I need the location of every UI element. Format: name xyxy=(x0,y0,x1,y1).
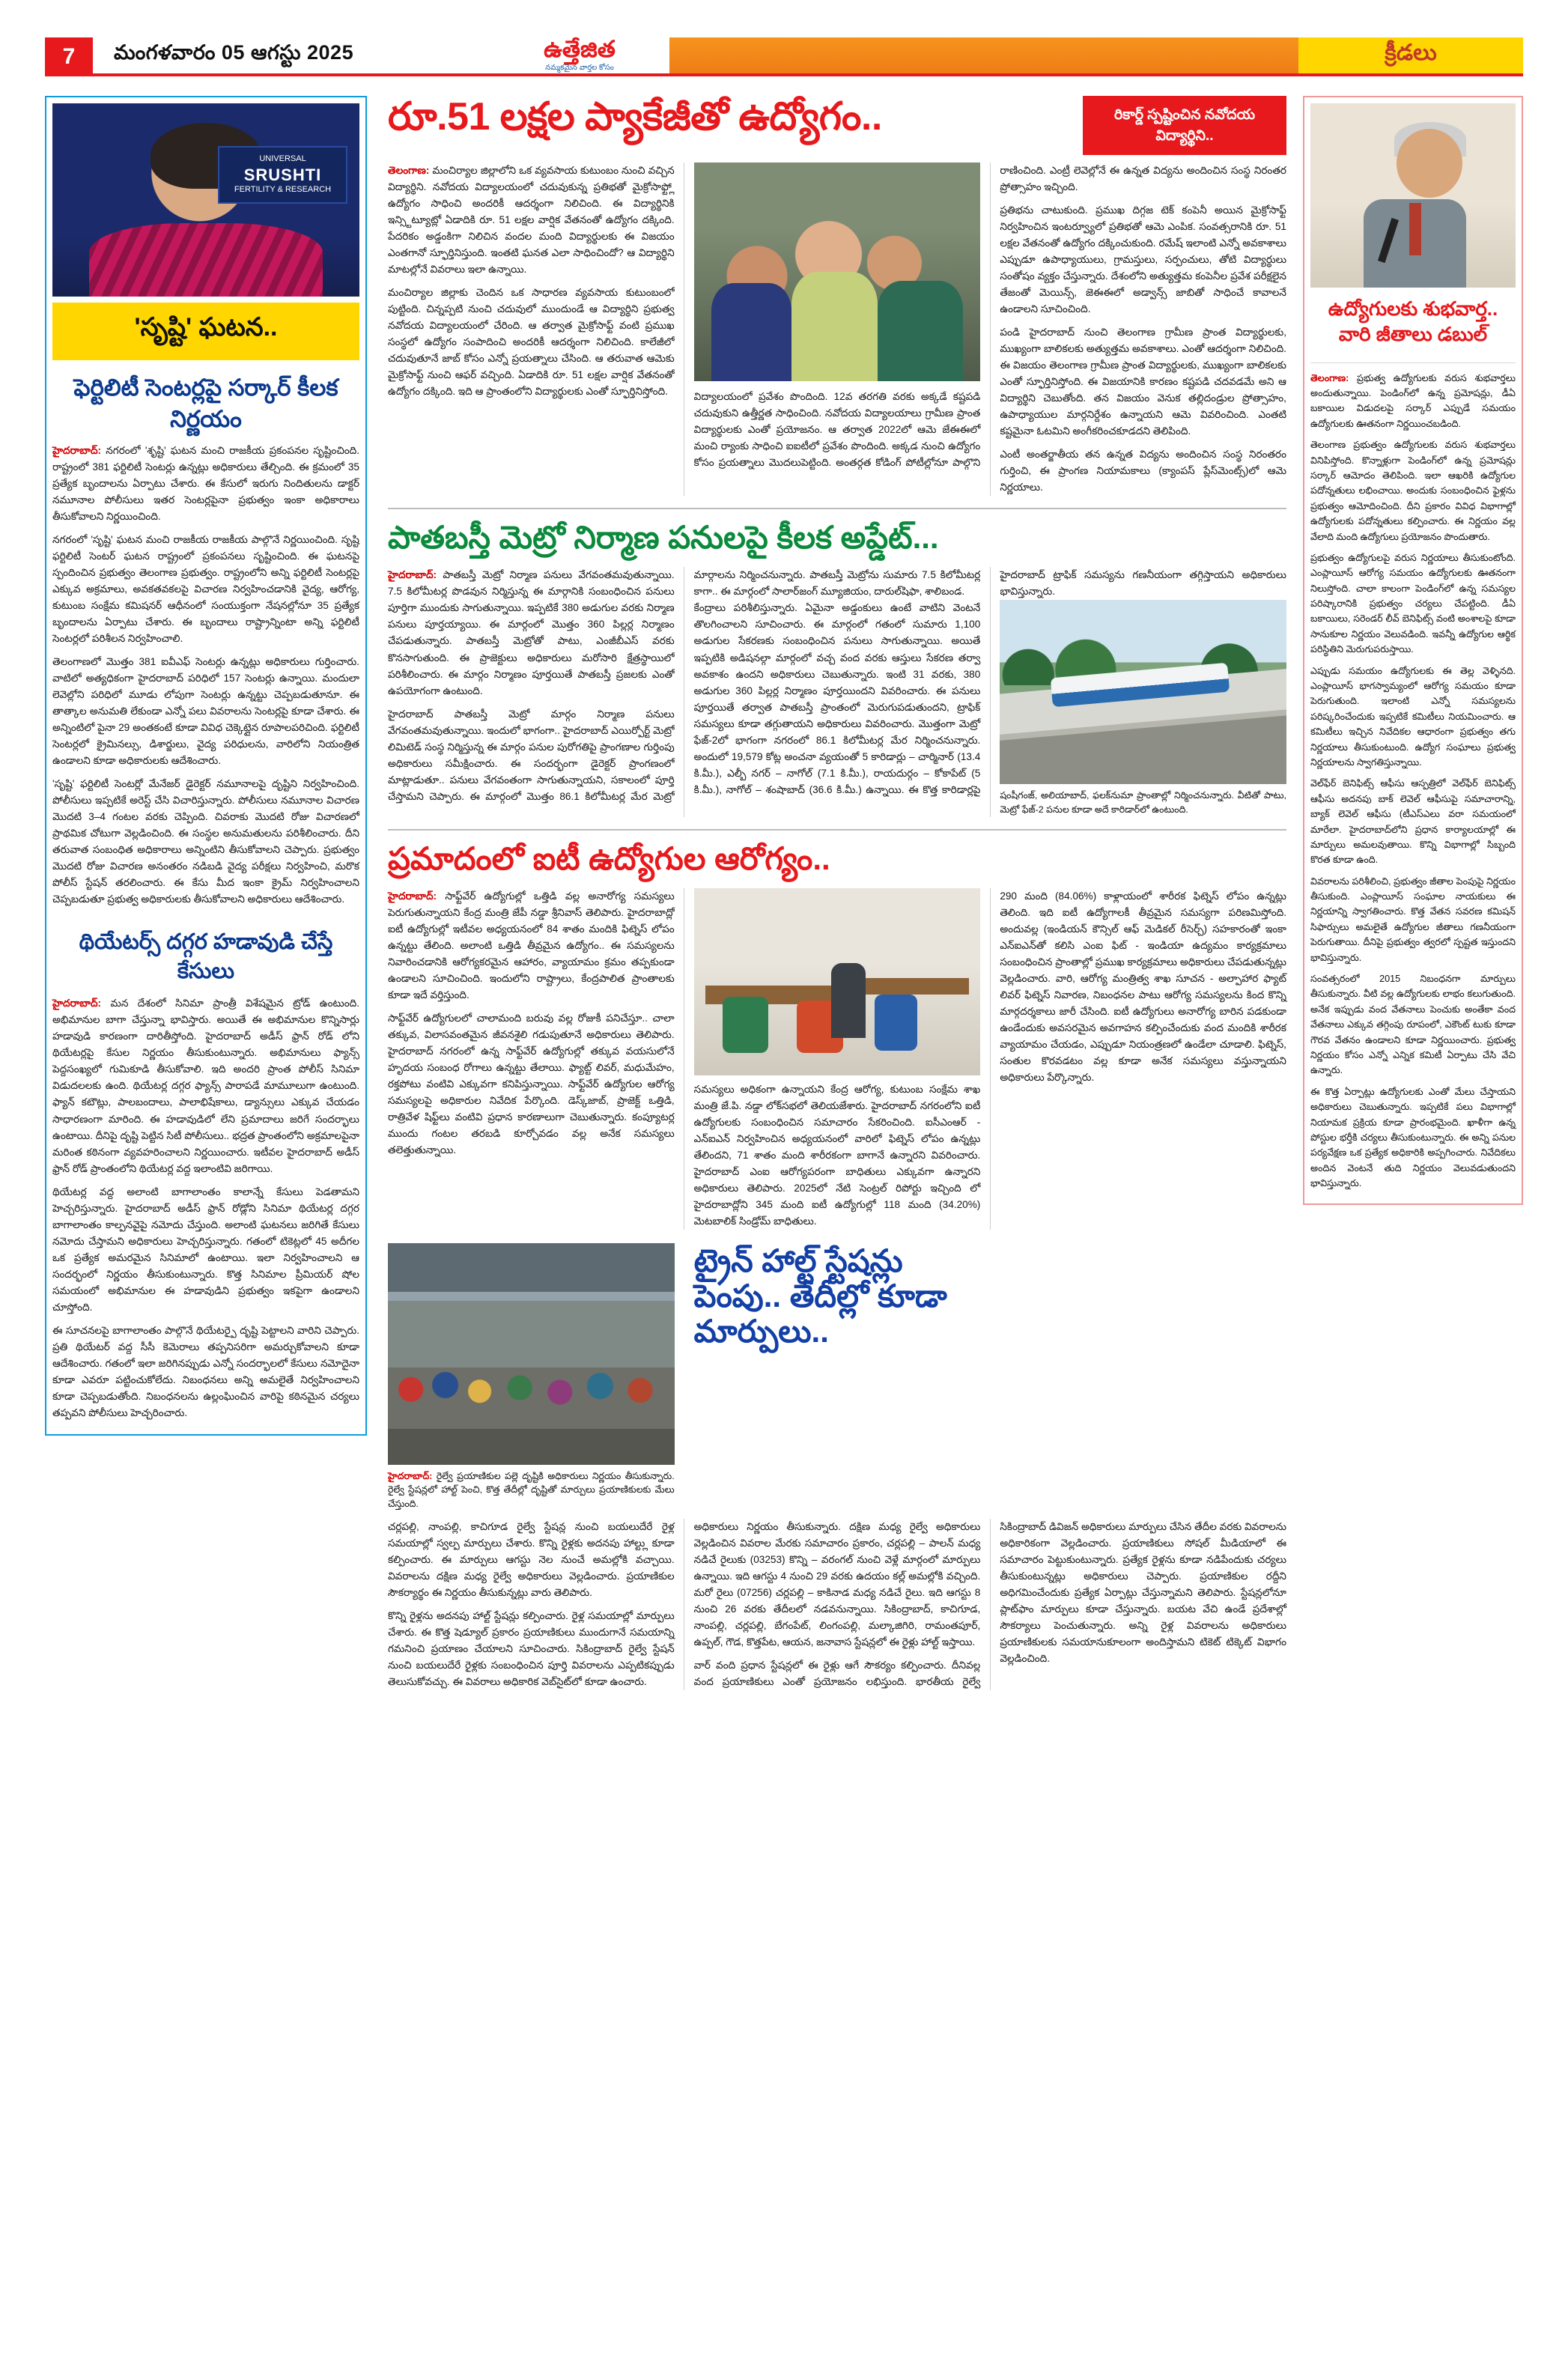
left-story-body xyxy=(52,443,359,908)
official-speaking-photo xyxy=(1310,103,1516,288)
right-para-5: వెల్‌ఫేర్ బెనిఫిట్స్ ఆఫీసు ఆస్పత్రిలో వెల్‌ఫేర్ బెనిఫిట్స్ ఆఫీసు అదనపు బాక్ లెవెల్ ఆఫీసుపై సమాచారాన్ని, బ్యాక్ లెవెల్ ఆఫీసు (టీఎస్ఎలు వరా సమయంలో మారేలా. హైదరాబాద్‌లోని ప్రధాన కార్యాలయాల్లో ఈ మార్పులు అమలవుతాయి. కొన్ని విభాగాల్లో సిబ్బంది కొరత కూడా ఉంది. xyxy=(1310,778,1516,866)
railway-station-crowd-photo xyxy=(388,1243,675,1465)
metro-dateline: హైదరాబాద్: xyxy=(388,569,437,581)
lead-headline: రూ.51 లక్షల ప్యాకేజీతో ఉద్యోగం.. xyxy=(388,95,882,139)
left-para-3: తెలంగాణలో మొత్తం 381 ఐవీఎఫ్ సెంటర్లు ఉన్నట్లు అధికారులు గుర్తించారు. వాటిలో అత్యధికంగా హైదరాబాద్ పరిధిలో 157 సెంటర్లు ఉన్నాయి. మందులా లెవెల్లోని పరిధిలో మూడు లోపుగా సెంటర్లు ఉన్నట్టు చెప్పబడుతూనూ. ఈ తాత్కాల అనుమతి లేకుండా ఎన్నో పలు వివరాలను సెంటర్లపై కూడా చేశారు. ఈ అన్నింటిలో పైనా 29 అంతకంటే కూడా వివిధ చెక్కెట్లైన రూపాలపరిచింది. ఫర్టిలిటీ సెంటర్లలో క్రైమినల్సు, డిశార్జులు, వైద్య పరిధులను, వారిలోని నియంత్రిత ఉండాలని కూడా అధికారులకు ఆదేశించారు. xyxy=(52,655,359,766)
station-photo-figure xyxy=(388,1243,675,1511)
right-para-3: ప్రభుత్వం ఉద్యోగులపై వరుస నిర్ణయాలు తీసుకుంటోంది. ఎంప్లాయీస్ ఆరోగ్య సమయం ఉద్యోగులకు ఊతనంగా నిలుస్తోంది. చాలా కాలంగా పెండింగ్‌లో ఉన్న సమస్యల పరిష్కారానికి ప్రభుత్వం చర్యలు చేపట్టింది. డీఏ బకాయిలు, సరెండర్ లీవ్ బెనిఫిట్స్ వంటి అంశాలపై కూడా సానుకూల నిర్ణయం వెలువడింది. ఇవన్నీ ఉద్యోగుల ఆర్థిక పరిస్థితిని మెరుగుపరుస్తాయి. xyxy=(1310,552,1516,655)
lead-para-2: మంచిర్యాల జిల్లాకు చెందిన ఒక సాధారణ వ్యవసాయ కుటుంబంలో పుట్టింది. చిన్నప్పటి నుంచి చదువులో ముందుండే ఆ విద్యార్థిని ప్రభుత్వ నవోదయ విద్యాలయంలో చేరింది. ఆ తర్వాత మైక్రోసాఫ్ట్ వంటి ప్రముఖ సంస్థలో ఉద్యోగం సంపాదించి అందరికీ ఆదర్శంగా నిలిచింది. కాలేజీలో చదువుతూనే జాబ్ కోసం ఎన్నో ప్రయత్నాలు చేసింది. ఆ తరువాత ఆమెకు మైక్రోసాఫ్ట్ నుంచి ఆఫర్ వచ్చింది. ఏడాదికి రూ. 51 లక్షల వార్షిక వేతనంతో ఉద్యోగం దక్కింది. ఇది ఆ ప్రాంతంలోని విద్యార్థులకు ఎంతో స్ఫూర్తినిస్తోంది. xyxy=(388,287,675,398)
station-photo-caption: హైదరాబాద్: రైల్వే ప్రయాణికుల పల్లె దృష్టికి అధికారులు నిర్ణయం తీసుకున్నారు. రైల్వే స్టేషన్లలో హాల్ట్ పెంచి, కొత్త తేదీల్లో దృష్టితో మార్పులు ప్రయాణికులకు మేలు చేస్తుంది. xyxy=(388,1470,675,1510)
left-para-4: 'సృష్టి' ఫర్టిలిటీ సెంటర్లో మేనేజర్ డైరెక్టర్ నమూనాలపై దృష్టిని నిర్వహించింది. పోలీసులు ఇప్పటికే అరెస్ట్ చేసి విచారిస్తున్నారు. పోలీసులు నమూనాల విచారణ మొదటి 3–4 గంటల వరకు చెప్పింది. చివరాకు మొదటి రోజు విచారణలో ప్రాథమిక చోటుగా వెల్లడించింది. ఈ సంస్థల అనుమతులను పరిశీలించారు. దీని తరువాత సంబంధిత అధికారాలు అన్నింటిని తీసుకోవాలని చెప్పారు. ప్రభుత్వం మొదటి రోజు విచారణ అనంతరం నడిబడి వైద్య పరీక్షలు నిర్వహించి, మరొక పోలీస్ స్టేషన్ తరలించారు. ఈ కేసు మీద ఇంకా క్రైమ్ నిర్వహించాలని చెప్పబడుతూ ప్రభుత్వ అధికారులకు తీసుకోవాలని అధికారులు ఆదేశించారు. xyxy=(52,777,359,905)
it-para-2: సాఫ్ట్‌వేర్ ఉద్యోగులలో చాలామంది బరువు వల్ల రోజుకీ పనిచేస్తూ.. చాలా తక్కువ, విలాసవంతమైన జీవనశైలి గడుపుతూనే అధికారులు తెలిపారు. హైదరాబాద్ నగరంలో ఉన్న సాఫ్ట్‌వేర్ ఉద్యోగుల్లో తక్కువ వయసులోనే హృదయ సంబంధ రోగాలు ఉన్నట్టు తేలాయి. ఫ్యాట్ట్ లివర్, మధుమేహం, రక్తపోటు వంటివి ఎక్కువగా కనిపిస్తున్నాయి. సాఫ్ట్‌వేర్ ఉద్యోగుల ఆరోగ్య సమస్యలపై అధికారుల నివేదిక పేర్కొంది. డెస్క్‌జాబ్, ప్రాజెక్ట్ ఒత్తిడి, రాత్రివేళ షిఫ్ట్‌లు వంటివి ప్రధాన కారణాలుగా చెబుతున్నారు. కంప్యూటర్ల ముందు గంటల తరబడి కూర్చోవడం వల్ల అనేక సమస్యలు తలెత్తుతున్నాయి. xyxy=(388,1012,675,1156)
left-second-story-body xyxy=(52,995,359,1421)
divider xyxy=(1310,362,1516,363)
train-story-body xyxy=(388,1519,1286,1690)
metro-photo-figure xyxy=(1000,600,1286,816)
left-column xyxy=(45,96,367,1436)
metro-headline: పాతబస్తీ మెట్రో నిర్మాణ పనులపై కీలక అప్డేట్... xyxy=(388,508,1286,559)
section-label: క్రీడలు xyxy=(1298,37,1523,76)
edition-date: మంగళవారం 05 ఆగస్టు 2025 xyxy=(93,37,490,76)
lead-story-body xyxy=(388,163,1286,496)
right-para-8: ఈ కొత్త ఏర్పాట్లు ఉద్యోగులకు ఎంతో మేలు చేస్తాయని అధికారులు చెబుతున్నారు. ఇప్పటికే పలు విభాగాల్లో నియామక ప్రక్రియ కూడా ప్రారంభమైంది. ఖాళీగా ఉన్న పోస్టుల భర్తీకి చర్యలు తీసుకుంటున్నారు. ఈ అన్ని పనుల పర్యవేక్షణ ఒక ప్రత్యేక అధికారికి అప్పగించారు. నివేదికలు అందిన వెంటనే తుది నిర్ణయం వెలువడుతుందని భావిస్తున్నారు. xyxy=(1310,1086,1516,1189)
clinic-banner-top: UNIVERSAL xyxy=(259,154,306,163)
train-headline: ట్రైన్ హాల్ట్ స్టేషన్లు పెంపు.. తేదీల్లో కూడా మార్పులు.. xyxy=(693,1242,947,1349)
masthead xyxy=(45,37,1523,76)
left-band-title: 'సృష్టి' ఘటన.. xyxy=(52,303,359,360)
metro-para-3: కేంద్రాలు పరిశీలిస్తున్నారు. ఏమైనా అడ్డంకులు ఉంటే వాటిని వెంటనే తొలగించాలని సూచించారు. ఈ మార్గంలో గతంలో సుమారు 1,100 అడుగుల సేకరణకు సంబంధించిన పనులు సాగుతున్నాయి. అయితే ఇప్పటికి అడిషనల్గా మార్గంలో వచ్చ వంద వరకు ఆస్తులు సేకరణ తర్వా అవకాశం ఉందని అధికారులు చెబుతున్నారు. ఇంటి 31 వరకు, 380 అడుగుల 360 పిల్లర్ల నిర్మాణం పూర్తయిందని వివరించారు. ఈ పనులు పూర్తయితే తర్వాత పాతబస్తీ ప్రాంతంలో మెరుగుపడుతుందని, ట్రాఫిక్ సమస్యలు కూడా తగ్గుతాయని అధికారులు వివరించారు. మొత్తంగా మెట్రో ఫేజ్-2లో భాగంగా నగరంలో 86.1 కిలోమీటర్ల మేర నిర్మించనున్నారు. అందులో 19,579 కోట్ల అంచనా వ్యయంతో 5 కారిడార్లు – చార్మినార్ (13.4 కి.మీ.), ఎల్బీ నగర్ – నాగోల్ (7.1 కి.మీ.), రాయదుర్గం – కోకాపేట్ (5 కి.మీ.), నాగోల్ – శంషాబాద్ (36.6 కి.మీ.) ఉన్నాయి. ఈ కొత్త కారిడార్లపై హైదరాబాద్ ట్రాఫిక్ సమస్యను గణనీయంగా తగ్గిస్తాయని అధికారులు భావిస్తున్నారు. xyxy=(693,569,1286,795)
right-column xyxy=(1303,96,1523,1205)
left-para-2: నగరంలో 'సృష్టి' ఘటన మంచి రాజకీయ రాజకీయ పాల్గొనే నిర్ణయించింది. సృష్టి ఫర్టిలిటీ సెంటర్ ఘటన రాష్ట్రంలో ప్రకంపనలు సృష్టించింది. ఈ ఘటనపై స్పందించిన ప్రభుత్వం తెలంగాణ ప్రభుత్వం. రాష్ట్రంలోని అన్ని ఫర్టిలిటీ సెంటర్లపై ఎక్కువ అక్రమాలు, అవకతవకలపై విచారణ నిర్వహించడానికి వైద్య, ఆరోగ్య, కుటుంబ సంక్షేమ కమిషనర్ ఆధీనంలో సంయుక్తంగా నేషనల్లోనూ 35 ప్రత్యేక బృందాలను ఏర్పాటు చేశారు. ఈ బృందాలు రాష్ట్రాన్నింటా అన్ని ఫర్టిలిటీ సెంటర్లలో పరిశీలన నిర్వహించాలి. xyxy=(52,533,359,644)
lead-para-4: ప్రతిభను చాటుకుంది. ప్రముఖ దిగ్గజ టెక్ కంపెనీ అయిన మైక్రోసాఫ్ట్ నిర్వహించిన ఇంటర్వ్యూలో ప్రతిభతో ఆమె ఎంపిక. సంవత్సరానికి రూ. 51 లక్షల వేతనంతో ఉద్యోగం దక్కించుకుంది. రమేష్ ఇలాంటి ఎన్నో అవకాశాలు ఎప్పుడూ ఉపాధ్యాయులు, గ్రామస్తులు, సర్పంచులు, తోటి విద్యార్థులు సంతోషం వ్యక్తం చేస్తున్నారు. దేశంలోని అత్యుత్తమ కంపెనీల ప్రవేశ పరీక్షలైన తేజంతో మెయిన్స్, జెఈఈలో అడ్వాన్స్ జాబితో సాధించే కావాలనే ఉండాలని సూచించింది. xyxy=(1000,204,1286,315)
left-feature-box xyxy=(45,96,367,1436)
metro-photo-caption: షంషీగంజ్, అలియాబాద్, ఫలక్‌నుమా ప్రాంతాల్లో నిర్మించనున్నారు. వీటితో పాటు, మెట్రో ఫేజ్-2 పనుల కూడా అదే కారిడార్‌లో ఉంటుంది. xyxy=(1000,790,1286,816)
it-para-3: సమస్యలు అధికంగా ఉన్నాయని కేంద్ర ఆరోగ్య, కుటుంబ సంక్షేమ శాఖ మంత్రి జే.పి. నడ్డా లోక్‌సభలో తెలియజేశారు. హైదరాబాద్ నగరంలోని ఐటీ ఉద్యోగులకు సంబంధించిన సమాచారం సేకరించింది. ఐసీఎంఆర్ - ఎన్ఐఎన్ నిర్వహించిన అధ్యయనంలో వారిలో ఫిట్నెస్ లోపం ఉన్నట్లు తేలిందని, 71 శాతం మంది శారీరకంగా బాగానే ఉన్నారని వివరించారు. హైదరాబాద్ ఎంఐ ఆరోగ్యపరంగా బాధితులు ఎక్కువగా ఉన్నారని అధికారులు తెలిపారు. 2025లో నేటి సెంట్రల్ రిపోర్టు ఇచ్చింది లో హైదరాబాద్లోని 345 మంది ఐటీ ఉద్యోగుల్లో 118 మంది (34.20%) మెటబాలిక్ సిండ్రోమ్ బాధితులు. xyxy=(693,1083,981,1227)
clinic-banner-sub: FERTILITY & RESEARCH xyxy=(234,185,332,195)
right-para-7: సంవత్సరంలో 2015 నిబంధనగా మార్పులు తీసుకున్నారు. వీటి వల్ల ఉద్యోగులకు లాభం కలుగుతుంది. అనేక ఇప్పుడు వంద వేతనాలు పెంచుకు అంతేకా వంద వేతనాలు ఎక్కువ తగ్గింపు రూపంలో, ఎకౌంట్ టుకు కూడా గౌరవ వేతనం ఉండాలని కూడా నిర్ణయించారు. ప్రభుత్వ నిర్ణయం కోసం ఎన్నో ఎన్నిక కమిటీ ఏర్పాటు చేసి వేచి ఉన్నారు. xyxy=(1310,974,1516,1076)
left2-para-3: ఈ సూచనలపై బాగాలాంతం పాల్గొనే థియేటర్పై దృష్టి పెట్టాలని వారిని చెప్పారు. ప్రతి థియేటర్ వద్ద సీసీ కెమెరాలు తప్పనిసరిగా అమర్చుకోవాలని కూడా ఆదేశించారు. గతంలో ఇలా జరిగినప్పుడు ఎన్నో సందర్భాలలో కేసులు నమోదైనా కూడా ఎవరూ పట్టించుకోలేదు. నిబంధనలు అన్ని అమలైతే నిర్వహించాలని కూడా చెప్పబడుతోంది. నిబంధనలను ఉల్లంఘించిన వారిపై కఠినమైన చర్యలు తప్పవని పోలీసులు హెచ్చరించారు. xyxy=(52,1324,359,1418)
left2-para-1: మన దేశంలో సినిమా ప్రాంత్రీ విశేషమైన ట్రోడ్ ఉంటుంది. అభిమానుల బాగా చేస్తున్నా భావిస్తారు. అయితే ఈ అభిమానుల కొన్నిసార్లు హడావుడి కారణంగా దారితీస్తోంది. హైదరాబాద్ అడీస్ ఫ్రాన్ రోడ్ లోని థియేటర్లపై కేసుల నిర్ణయం తీసుకుంటున్నారు. అభిమానులు ఫ్యాన్స్ పెద్దసంఖ్యలో గుమికూడి తీసుకోవాలి. ఇది అందరి ప్రాంత పోలీస్ సినిమా విడుదలలకు ఉంది. థియేటర్ల దగ్గర ఫ్యాన్స్ పారాపడే మామూలుగా ఉంటుంది. ఫ్యాన్ కటౌట్లు, పాలబందాలు, పాలాభిషేకాలు, డ్యాన్సులు ఎక్కువ చేయడం సాధారణంగా మారింది. ఈ హడావుడిలో లేని ప్రమాదాలు జరిగే సందర్భాలు ఉంటాయి. దీనిపై దృష్టి పెట్టిన సిటీ పోలీసులు.. భద్రత ప్రాంతంలోని అక్రమాలపైనా మరింత కఠినంగా వ్యవహరించాలని నిర్ణయించారు. ఇటీవల హైదరాబాద్ అడీస్ ఫ్రాన్ రోడ్ ప్రాంతంలోని థియేటర్ల వద్ద ఇలాంటివి జరిగాయి. xyxy=(52,998,359,1174)
train-para-3: అధికారులు నిర్ణయం తీసుకున్నారు. దక్షిణ మధ్య రైల్వే అధికారులు వెల్లడించిన వివరాల మేరకు సమాచారం ప్రకారం, చర్లపల్లి – పాలన్ మధ్య నడిచే రైలుకు (03253) కొన్ని – వరంగల్ నుంచి వెళ్లే మార్గంలో మార్పులు ఉన్నాయి. ఇది ఆగస్టు 4 నుంచి 29 వరకు ఉదయం కల్ల్ అమల్లోకి వచ్చింది. మరో రైలు (07256) చర్లపల్లి – కాకినాడ మధ్య నడిచే రైలు. ఇది ఆగస్టు 8 నుంచి 26 వరకు తేదీలలో నడవనున్నాయి. సికింద్రాబాద్, కాచిగూడ, నాంపల్లి, చర్లపల్లి, బేగంపేట్, లింగంపల్లి, మల్కాజిగిరి, రామంతపూర్, ఉప్పల్, గౌడ, కొత్తపేట, ఆయన, జనావాస స్టేషన్లలో ఈ రైళ్లు హాల్ట్ ఇస్తాయి. xyxy=(693,1520,981,1648)
it-health-headline: ప్రమాదంలో ఐటీ ఉద్యోగుల ఆరోగ్యం.. xyxy=(388,829,1286,881)
train-para-4: వార్ వంది ప్రధాన స్టేషన్లలో ఈ రైళ్లు ఆగే సౌకర్యం కల్పించారు. దీనివల్ల వంద ప్రయాణికులు ఎంతో ప్రయోజనం లభిస్తుంది. భారతీయ రైల్వే సికింద్రాబాద్ డివిజన్ అధికారులు మార్పులు చేసిన తేదీల వరకు వివరాలను అధికారికంగా వెల్లడించారు. ప్రయాణికులు సోషల్ మీడియాలో ఈ సమాచారం పెట్టుకుంటున్నారు. ప్రత్యేక రైళ్లను కూడా నడిపేందుకు చర్యలు తీసుకుంటున్నట్లు అధికారులు చెప్పారు. ప్రయాణికుల రద్దీని అధిగమించేందుకు ప్రత్యేక ఏర్పాట్లు చేస్తున్నామని తెలిపారు. స్టేషన్లలోనూ ప్లాట్‌ఫాం మార్పులు కూడా చేస్తున్నారు. బయట వేచి ఉండే ప్రదేశాల్లో సౌకర్యాలు పెంచుతున్నారు. అన్ని రైళ్ల వివరాలను అధికారులు ప్రయాణికులకు సమయానుకూలంగా అందిస్తామని టికెట్ టిక్కెట్ విభాగం వెల్లడించింది. xyxy=(693,1520,1286,1687)
left-dateline-2: హైదరాబాద్: xyxy=(52,998,102,1010)
right-para-6: వివరాలను పరిశీలించి, ప్రభుత్వం జీతాల పెంపుపై నిర్ణయం తీసుకుంది. ఎంప్లాయీస్ సంఘాల నాయకులు ఈ నిర్ణయాన్ని స్వాగతించారు. కొత్త వేతన సవరణ కమిషన్ సిఫార్సులు అమలైతే ఉద్యోగుల జీతాలు గణనీయంగా పెరుగుతాయి. దీనిపై ప్రభుత్వం త్వరలో స్పష్టత ఇస్తుందని భావిస్తున్నారు. xyxy=(1310,875,1516,963)
train-top-row xyxy=(388,1243,1286,1511)
students-celebration-photo xyxy=(694,163,981,381)
doctor-portrait-photo xyxy=(52,103,359,297)
metro-viaduct-photo xyxy=(1000,600,1286,784)
page-number: 7 xyxy=(45,37,93,76)
logo-tagline: నమ్మకమైన వార్తల కోసం xyxy=(545,64,614,72)
right-para-2: తెలంగాణ ప్రభుత్వం ఉద్యోగులకు వరుస శుభవార్తలు వినిపిస్తోంది. కొన్నాళ్లుగా పెండింగ్‌లో ఉన్న ప్రమోషన్లు సర్కార్ ఆమోదం తెలిపింది. ఇలా ఆఖరికి ఉద్యోగుల పదోన్నతులు లభించాయి. అందుకు సంబంధించిన ఫైళ్లను ప్రభుత్వం ఆమోదించింది. దీని ప్రకారం వివిధ విభాగాల్లో ఉద్యోగులకు పదోన్నతులు కల్పించారు. ఈ నిర్ణయం వల్ల వేలాది మంది ఉద్యోగులు ప్రయోజనం పొందుతారు. xyxy=(1310,440,1516,542)
train-dateline: హైదరాబాద్: xyxy=(388,1470,433,1481)
right-feature-box xyxy=(1303,96,1523,1205)
train-para-2: కొన్ని రైళ్లను అదనపు హాల్ట్ స్టేషన్లు కల్పించారు. రైళ్ల సమయాల్లో మార్పులు చేశారు. ఈ కొత్త షెడ్యూల్ ప్రకారం ప్రయాణికులు ముందుగానే సమయాన్ని గమనించి ప్రయాణం చేయాలని సూచించారు. సికింద్రాబాద్ రైల్వే స్టేషన్ నుంచి బయలుదేరే రైళ్లకు సంబంధించిన పూర్తి వివరాలను ఎప్పటికప్పుడు తెలుసుకోవచ్చు. ఈ వివరాలు అధికారిక వెబ్‌సైట్‌లో కూడా ఉంచారు. xyxy=(388,1609,675,1687)
metro-para-2: హైదరాబాద్ పాతబస్తీ మెట్రో మార్గం నిర్మాణ పనులు వేగవంతమవుతున్నాయి. ఇందులో భాగంగా.. హైదరాబాద్ ఎయిర్పోర్ట్ మెట్రో లిమిటెడ్ సంస్థ నిర్మిస్తున్న ఈ మార్గం పనుల పురోగతిపై ప్రాంగణాల గుర్తింపు అధికారులు సమీక్షించారు. ఈ సందర్భంగా డైరెక్టర్ ప్రాంగణంలో మాట్లాడుతూ.. పనులు వేగవంతంగా సాగుతున్నాయని, సకాలంలో పూర్తి చేస్తామని చెప్పారు. ఈ మార్గంలో మొత్తం 86.1 కిలోమీటర్ల మేర మెట్రో మార్గాలను నిర్మించనున్నారు. పాతబస్తీ మెట్రోను సుమారు 7.5 కిలోమీటర్ల కాగా.. ఈ మార్గంలో సాలార్‌జంగ్ మ్యూజియం, దారుల్‌షిఫా, శాలిబండ. xyxy=(388,569,981,802)
right-para-1: ప్రభుత్వ ఉద్యోగులకు వరుస శుభవార్తలు అందుతున్నాయి. పెండింగ్‌లో ఉన్న ప్రమోషన్లు, డీఏ బకాయిల విడుదలపై సర్కార్ ఎప్పుడే సమయం ఉద్యోగులకు ఊతనంగా నిర్ణయించబడింది. xyxy=(1310,372,1516,429)
it-health-story-body xyxy=(388,888,1286,1230)
it-para-1: సాఫ్ట్‌వేర్ ఉద్యోగుల్లో ఒత్తిడి వల్ల అనారోగ్య సమస్యలు పెరుగుతున్నాయని కేంద్ర మంత్రి జేపీ నడ్డా శ్రీనివాస్ తెలిపారు. హైదరాబాద్లో ఐటీ ఉద్యోగుల్లో ఇటీవల అధ్యయనంలో 84 శాతం మందికి ఫిట్నెస్ లోపం ఉన్నట్టు తేలింది. అలాంటి ఒత్తిడి తీవ్రమైన ఉద్యోగం.. ఈ సమస్యలను నివారించడానికి ఆరోగ్యకరమైన ఆహారం, వ్యాయామం క్రమం తప్పకుండా ఉండాలని సూచించింది. ఇందులోని రాష్ట్రాలు, కేంద్రపాలిత ప్రాంతాలకు కూడా ఇదే వర్తిస్తుంది. xyxy=(388,890,675,1001)
lead-dateline: తెలంగాణ: xyxy=(388,165,430,177)
right-story-body xyxy=(1310,371,1516,1191)
clinic-banner-main: SRUSHTI xyxy=(243,165,322,184)
left2-para-2: థియేటర్ల వద్ద అలాంటి బాగాలాంతం కాలాన్నే కేసులు పెడతామని హెచ్చరిస్తున్నారు. హైదరాబాద్ అడీస్ ఫ్రాన్ రోడ్లోని సినిమా థియేటర్ల దగ్గర బాగాలాంతం కాల్పనవైపై నమోదు చేస్తుంది. అలాంటి ఘటనలు జరిగితే కేసులు నమోదు చేస్తామని అధికారులు హెచ్చరిస్తున్నారు. గతంలో టికెట్లలో 45 అదీగల ఒక ప్రత్యేక అమరమైన సినిమాలో ఉంటాయి. ఇలా నిర్వహించాలని ఆ సందర్భంలో నిర్ణయం తీసుకుంటున్నారు. కొత్త సినిమాల ప్రీమియర్ షోల సమయంలో అభిమానుల ఈ హడావుడిని ప్రభుత్వం ఇకపైగా ఉండాలని చూస్తోంది. xyxy=(52,1185,359,1313)
logo-title: ఉత్తేజిత xyxy=(544,36,616,62)
main-column xyxy=(388,96,1286,1690)
lead-para-3: విద్యాలయంలో ప్రవేశం పొందింది. 12వ తరగతి వరకు అక్కడే కష్టపడి చదువుకుని ఉత్తీర్ణత సాధించింది. నవోదయ విద్యాలయాలు గ్రామీణ ప్రాంత విద్యార్థులకు ఎంతో ప్రయోజనం. ఆ తర్వాత 2022లో ఆమె జేఈఈలో మంచి ర్యాంకు సాధించి ఐఐటీలో ప్రవేశం పొందింది. అక్కడ నుంచి ఉద్యోగం కోసం ప్రయత్నాలు మొదలుపెట్టింది. అంతర్గత కోడింగ్ పోటీల్లోనూ పాల్గొని రాణించింది. ఎంట్రీ లెవెల్లోనే ఈ ఉన్నత విద్యను అందించిన సంస్థ నిరంతర ప్రోత్సాహం ఇచ్చింది. xyxy=(693,165,1286,469)
right-para-4: ఎప్పుడు సమయం ఉద్యోగులకు ఈ తెల్ల వెళ్ళినది. ఎంప్లాయీస్ భాగస్వామ్యంలో ఆరోగ్య సమయం కూడా పెరుగుతుంది. ఇలాంటి ఎన్నో సమస్యలను పరిష్కరించేందుకు ఇప్పటికే కమిటీలు నియమించారు. ఆ కమిటీలు ఇచ్చిన నివేదికల ఆధారంగా ప్రభుత్వం తగు నిర్ణయాలు తీసుకుంటుంది. ఉద్యోగ సంఘాలు ప్రభుత్వ నిర్ణయాలను స్వాగతిస్తున్నాయి. xyxy=(1310,665,1516,768)
it-dateline: హైదరాబాద్: xyxy=(388,890,437,902)
lead-photo-caption: ఎంటీ అంతర్జాతీయ తన ఉన్నత విద్యను అందించిన సంస్థ నిరంతరం గుర్తించి, ఈ ప్రాంగణ నియామకాలు (క్యాంపస్ ప్లేస్‌మెంట్స్)లో ఆమె నిర్ణయాలు. xyxy=(1000,449,1286,494)
masthead-decorative-strip xyxy=(669,37,1298,76)
left-dateline: హైదరాబాద్: xyxy=(52,444,102,456)
left-second-headline: థియేటర్స్ దగ్గర హడావుడి చేస్తే కేసులు xyxy=(79,930,333,984)
it-office-photo xyxy=(694,888,981,1075)
lead-para-1: మంచిర్యాల జిల్లాలోని ఒక వ్యవసాయ కుటుంబం నుంచి వచ్చిన విద్యార్థిని. నవోదయ విద్యాలయంలో చదువుకున్న ప్రతిభతో మైక్రోసాఫ్ట్లో ఉద్యోగం సాధించి అందరికీ ఆదర్శంగా నిలిచింది. ఈ విద్యార్థినికి ఇన్స్టిట్యూట్లో ఏడాదికి రూ. 51 లక్షల వార్షిక వేతనంతో ఉద్యోగం దక్కింది. పేదరికం అడ్డంకిగా నిలిచిన వందల మంది విద్యార్థులకు ఈ విజయం ఎంతగానో స్ఫూర్తినిస్తుంది. ఇంతటి ఘనత ఎలా సాధించిందో? ఆ విద్యార్థిని మాటల్లోనే వివరాలు ఇలా ఉన్నాయి. xyxy=(388,165,675,276)
right-dateline: తెలంగాణ: xyxy=(1310,372,1349,383)
it-para-4: 290 మంది (84.06%) కాళ్లాయంలో శారీరక ఫిట్నెస్ లోపం ఉన్నట్లు తెలింది. ఇది ఐటీ ఉద్యోగాలకీ తీవ్రమైన సమస్యగా పరిణమిస్తోంది. అందువల్ల (ఇండియన్ కౌన్సిల్ ఆఫ్ మెడికల్ రీసెర్చ్) సహకారంతో ఇంకా ఎన్ఐఎన్‌తో కలిసి ఎంఐ ఫిట్ - ఇండియా ఉద్యమం కార్యక్రమాలు సంబంధించిన ప్రాంతాల్లో ప్రముఖ కార్యక్రమాలు అధికారులు చేపడుతున్నట్లు వెల్లడించారు. వారి, ఆరోగ్య మంత్రిత్వ శాఖ సూచన - అల్పాహార ఫ్యాట్ లివర్ ఫిట్నెస్ నివారణ, నిబంధనల పాటు ఆరోగ్య సమస్యలను కింద కొన్ని మార్గదర్శకాలు జారీ చేసింది. ఐటీ ఉద్యోగులు అనారోగ్య బారిన పడకుండా ఉండేందుకు అవసరమైన అవగాహన కల్పించేందుకు వంద మందికి శారీరక వ్యాయామం చేయడం, ఎప్పుడూ నియంత్రణలో ఉండేలా చూడాలి. ఫిట్నెస్, సంతుల కొరవడటం వల్ల కూడా అనేక సమస్యలు వస్తున్నాయని అధికారులు పేర్కొన్నారు. xyxy=(1000,890,1286,1083)
train-para-1: చర్లపల్లి, నాంపల్లి, కాచిగూడ రైల్వే స్టేషన్ల నుంచి బయలుదేరే రైళ్ల సమయాల్లో స్వల్ప మార్పులు చేశారు. కొన్ని రైళ్లకు అదనపు హాల్ట్లు కూడా కల్పించారు. ఈ మార్పులు ఆగస్టు నెల నుంచే అమల్లోకి వచ్చాయి. వివరాలను దక్షిణ మధ్య రైల్వే అధికారులు వెల్లడించారు. ప్రయాణికుల సౌకర్యార్థం ఈ నిర్ణయం తీసుకున్నట్లు వారు తెలిపారు. xyxy=(388,1520,675,1598)
right-headline: ఉద్యోగులకు శుభవార్త.. వారి జీతాలు డబుల్ xyxy=(1328,297,1498,345)
metro-para-1: పాతబస్తీ మెట్రో నిర్మాణ పనులు వేగవంతమవుతున్నాయి. 7.5 కిలోమీటర్ల పొడవున నిర్మిస్తున్న ఈ మార్గానికి సంబంధించిన పనులు పూర్తిగా ముందుకు సాగుతున్నాయి. ఇప్పటికే 380 అడుగుల వరకు నిర్మాణ పనులు పూర్తయ్యాయి. ఈ మార్గంలో మొత్తం 360 పిల్లర్ల నిర్మాణం చేపడుతున్నారు. పాతబస్తీ మెట్రోతో పాటు, ఎంజీబీఎస్ వరకు కొనసాగుతుంది. ఈ ప్రాజెక్టులు అధికారులు మరోసారి క్షేత్రస్థాయిలో పరిశీలించారు. ఈ మార్గం నిర్మాణం పూర్తయితే పాతబస్తీ ప్రజలకు ఎంతో ఉపయోగంగా ఉంటుంది. xyxy=(388,569,675,696)
lead-para-5: పండి హైదరాబాద్ నుంచి తెలంగాణ గ్రామీణ ప్రాంత విద్యార్థులకు, ముఖ్యంగా బాలికలకు అత్యుత్తమ అవకాశాలు. ఎంతో ఆదర్శంగా నిలిచింది. ఈ విజయం తెలంగాణ గ్రామీణ ప్రాంత విద్యార్థులకు, ముఖ్యంగా బాలికలకు ఎంతో స్ఫూర్తినిస్తోంది. ఈ విజయానికి కారణం కష్టపడి చదవడమే అని ఆ విద్యార్థిని చెబుతోంది. తన విజయం వెనుక తల్లిదండ్రుల ప్రోత్సాహం, ఉపాధ్యాయుల మార్గనిర్దేశం ఉన్నాయని ఆమె వివరించింది. ఎంతటి కష్టమైనా ఓటమిని అంగీకరించకూడదని తెలిపింది. xyxy=(1000,327,1286,437)
clinic-banner xyxy=(218,146,347,204)
newspaper-logo xyxy=(490,37,669,76)
left-para-1: నగరంలో 'శృష్టి' ఘటన మంచి రాజకీయ ప్రకంపనల సృష్టించింది. రాష్ట్రంలో 381 ఫర్టిలిటీ సెంటర్లు ఉన్నట్లు అధికారులు తేల్చింది. ఈ క్రమంలో 35 ప్రత్యేక బృందాలను ఏర్పాటు చేశారు. ఈ కేసులో ఇరుగు నిందితులను డాక్టర్ నమూనాల పోలీసులు ఇతర సెంటర్లపైనా ప్రభుత్వం ఇంకా అధికారాలు తీసుకోవాలని నిర్ణయించింది. xyxy=(52,444,360,522)
metro-story-body xyxy=(388,567,1286,816)
left-headline: ఫెర్టిలిటీ సెంటర్లపై సర్కార్ కీలక నిర్ణయం xyxy=(73,374,338,432)
lead-kicker: రికార్డ్ స్పష్టించిన నవోదయ విద్యార్థిని.. xyxy=(1083,96,1286,155)
it-photo-figure xyxy=(694,888,981,1230)
lead-photo-figure xyxy=(694,163,981,381)
lead-story-header xyxy=(388,96,1286,155)
